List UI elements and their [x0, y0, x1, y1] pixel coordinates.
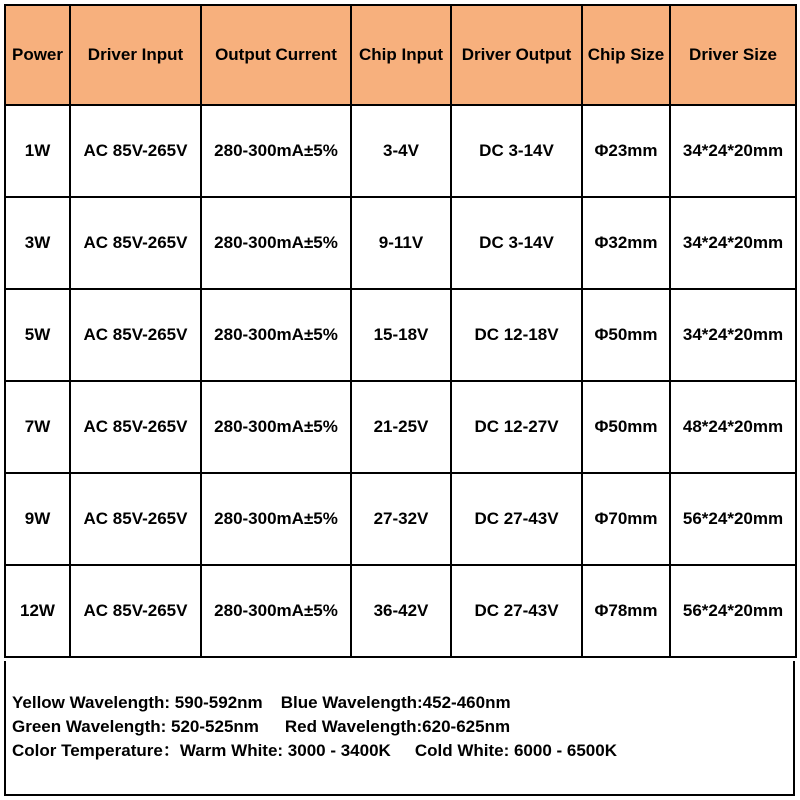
- table-row: [5, 197, 796, 289]
- cell-driver-size: 34*24*20mm: [670, 289, 796, 381]
- cell-output-current: 280-300mA±5%: [201, 105, 351, 197]
- cell-driver-output: DC 3-14V: [451, 197, 582, 289]
- cell-power: 12W: [5, 565, 70, 657]
- color-temperature-warm: Color Temperature：Warm White: 3000 - 3400K: [12, 741, 391, 760]
- cell-power: 9W: [5, 473, 70, 565]
- spec-table: [4, 4, 797, 658]
- cell-power: 7W: [5, 381, 70, 473]
- wavelength-notes: [4, 661, 795, 796]
- cell-driver-input: AC 85V-265V: [70, 565, 201, 657]
- cell-driver-output: DC 27-43V: [451, 473, 582, 565]
- cell-output-current: 280-300mA±5%: [201, 565, 351, 657]
- cell-chip-input: 3-4V: [351, 105, 451, 197]
- color-temperature-cold: Cold White: 6000 - 6500K: [414, 741, 617, 760]
- cell-driver-output: DC 3-14V: [451, 105, 582, 197]
- yellow-wavelength: Yellow Wavelength: 590-592nm: [12, 693, 263, 712]
- note-line-2: [12, 715, 793, 739]
- cell-driver-size: 34*24*20mm: [670, 197, 796, 289]
- cell-driver-input: AC 85V-265V: [70, 289, 201, 381]
- cell-driver-input: AC 85V-265V: [70, 473, 201, 565]
- header-output-current: Output Current: [201, 5, 351, 105]
- cell-driver-size: 34*24*20mm: [670, 105, 796, 197]
- cell-driver-size: 56*24*20mm: [670, 565, 796, 657]
- cell-chip-size: Φ78mm: [582, 565, 670, 657]
- header-chip-input: Chip Input: [351, 5, 451, 105]
- header-driver-input: Driver Input: [70, 5, 201, 105]
- note-line-1: [12, 691, 793, 715]
- cell-output-current: 280-300mA±5%: [201, 473, 351, 565]
- cell-output-current: 280-300mA±5%: [201, 197, 351, 289]
- header-chip-size: Chip Size: [582, 5, 670, 105]
- cell-chip-input: 27-32V: [351, 473, 451, 565]
- cell-chip-size: Φ32mm: [582, 197, 670, 289]
- header-power: Power: [5, 5, 70, 105]
- table-row: [5, 105, 796, 197]
- cell-chip-size: Φ70mm: [582, 473, 670, 565]
- cell-driver-input: AC 85V-265V: [70, 381, 201, 473]
- cell-chip-input: 15-18V: [351, 289, 451, 381]
- green-wavelength: Green Wavelength: 520-525nm: [12, 717, 259, 736]
- header-driver-output: Driver Output: [451, 5, 582, 105]
- cell-output-current: 280-300mA±5%: [201, 381, 351, 473]
- cell-power: 5W: [5, 289, 70, 381]
- note-line-3: [12, 739, 793, 763]
- cell-power: 1W: [5, 105, 70, 197]
- cell-driver-size: 48*24*20mm: [670, 381, 796, 473]
- table-row: [5, 289, 796, 381]
- cell-chip-size: Φ23mm: [582, 105, 670, 197]
- cell-driver-output: DC 27-43V: [451, 565, 582, 657]
- cell-chip-input: 21-25V: [351, 381, 451, 473]
- cell-driver-size: 56*24*20mm: [670, 473, 796, 565]
- cell-driver-input: AC 85V-265V: [70, 105, 201, 197]
- cell-power: 3W: [5, 197, 70, 289]
- cell-chip-size: Φ50mm: [582, 381, 670, 473]
- header-driver-size: Driver Size: [670, 5, 796, 105]
- table-row: [5, 381, 796, 473]
- cell-chip-input: 9-11V: [351, 197, 451, 289]
- cell-driver-output: DC 12-18V: [451, 289, 582, 381]
- blue-wavelength: Blue Wavelength:452-460nm: [280, 693, 511, 712]
- header-row: [5, 5, 796, 105]
- red-wavelength: Red Wavelength:620-625nm: [284, 717, 511, 736]
- cell-chip-size: Φ50mm: [582, 289, 670, 381]
- cell-driver-input: AC 85V-265V: [70, 197, 201, 289]
- cell-output-current: 280-300mA±5%: [201, 289, 351, 381]
- table-row: [5, 473, 796, 565]
- table-row: [5, 565, 796, 657]
- cell-chip-input: 36-42V: [351, 565, 451, 657]
- cell-driver-output: DC 12-27V: [451, 381, 582, 473]
